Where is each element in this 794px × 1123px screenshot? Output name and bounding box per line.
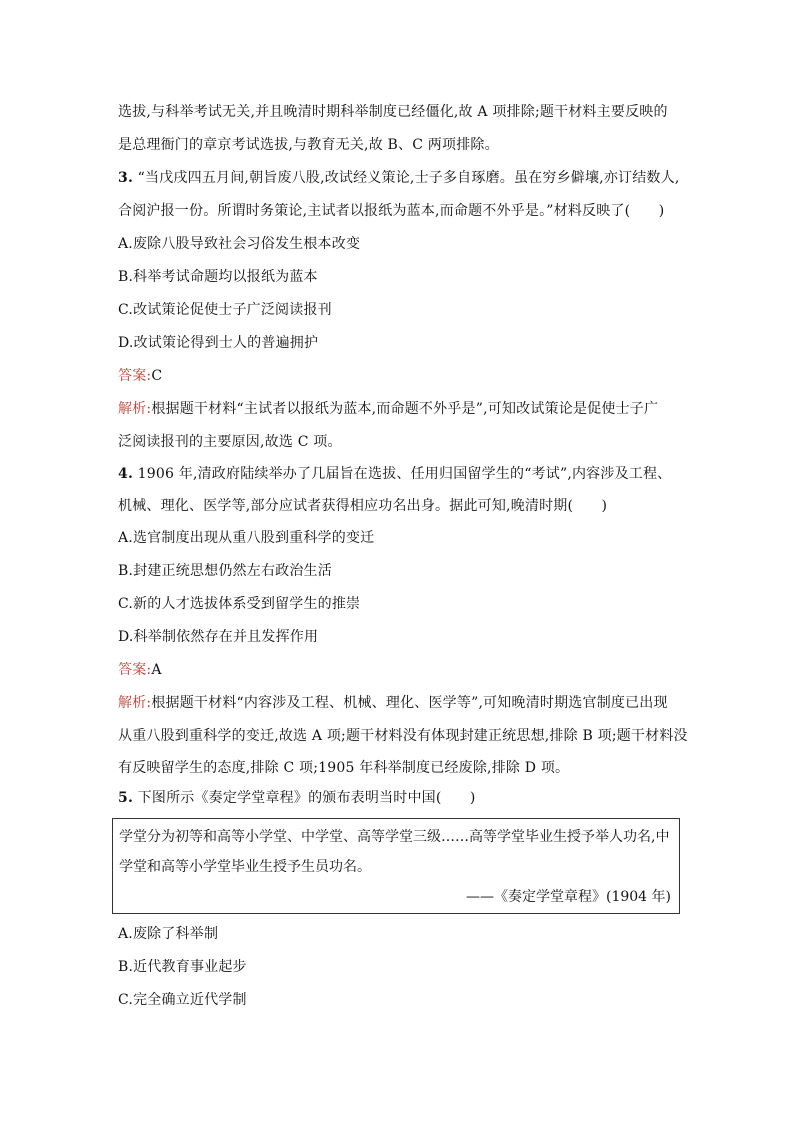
q4-option-b: B.封建正统思想仍然左右政治生活	[118, 563, 332, 579]
q4-answer	[118, 660, 688, 680]
q5-quote-box	[112, 818, 680, 914]
prev-analysis-line-1: 选拔,与科举考试无关,并且晚清时期科举制度已经僵化,故 A 项排除;题干材料主要反映的	[118, 104, 668, 120]
q5-quote-line-2: 学堂和高等小学堂毕业生授予生员功名。	[119, 859, 371, 875]
q3-analysis-label: 解析:	[118, 401, 152, 417]
q3-analysis-text-1: 根据题干材料“主试者以报纸为蓝本,而命题不外乎是”,可知改试策论是促使士子广	[151, 401, 659, 417]
q4-option-a: A.选官制度出现从重八股到重科学的变迁	[118, 530, 375, 546]
q3-answer	[118, 366, 688, 386]
q3-stem-line-1	[118, 168, 688, 188]
q3-option-a: A.废除八股导致社会习俗发生根本改变	[118, 236, 361, 252]
q3-option-c: C.改试策论促使士子广泛阅读报刊	[118, 302, 332, 318]
q4-analysis-line-1	[118, 693, 688, 713]
q4-analysis-line-3: 有反映留学生的态度,排除 C 项;1905 年科举制度已经废除,排除 D 项。	[118, 760, 570, 776]
q3-option-d: D.改试策论得到士人的普遍拥护	[118, 335, 319, 351]
prev-analysis-line-2: 是总理衙门的章京考试选拔,与教育无关,故 B、C 两项排除。	[118, 137, 499, 153]
q3-stem-line-2: 合阅沪报一份。所谓时务策论,主试者以报纸为蓝本,而命题不外乎是。”材料反映了( )	[118, 203, 665, 219]
q5-quote-line-1: 学堂分为初等和高等小学堂、中学堂、高等学堂三级……高等学堂毕业生授予举人功名,中	[119, 829, 670, 845]
q3-analysis-line-2: 泛阅读报刊的主要原因,故选 C 项。	[118, 434, 342, 450]
q3-analysis-line-1	[118, 399, 688, 419]
q5-option-c: C.完全确立近代学制	[118, 992, 247, 1008]
q4-stem-line-2: 机械、理化、医学等,部分应试者获得相应功名出身。据此可知,晚清时期( )	[118, 498, 608, 514]
q3-option-b: B.科举考试命题均以报纸为蓝本	[118, 269, 318, 285]
q5-option-a: A.废除了科举制	[118, 926, 219, 942]
q4-analysis-text-1: 根据题干材料“内容涉及工程、机械、理化、医学等”,可知晚清时期选官制度已出现	[151, 695, 668, 711]
q4-option-c: C.新的人才选拔体系受到留学生的推崇	[118, 596, 361, 612]
q3-stem-text-1: “当戊戌四五月间,朝旨废八股,改试经义策论,士子多自琢磨。虽在穷乡僻壤,亦订结数人,	[137, 170, 680, 186]
q5-stem-text-1: 下图所示《奏定学堂章程》的颁布表明当时中国( )	[137, 790, 476, 806]
q4-stem-text-1: 1906 年,清政府陆续举办了几届旨在选拔、任用归国留学生的“考试”,内容涉及工程、	[137, 466, 672, 482]
q3-number: 3.	[118, 170, 134, 186]
q5-number: 5.	[118, 790, 134, 806]
q5-stem-line-1	[118, 788, 688, 808]
q4-option-d: D.科举制依然存在并且发挥作用	[118, 629, 319, 645]
q5-quote-source: ——《奏定学堂章程》(1904 年)	[465, 889, 671, 905]
q4-stem-line-1	[118, 464, 688, 484]
q4-answer-label: 答案:	[118, 662, 152, 678]
q5-option-b: B.近代教育事业起步	[118, 959, 247, 975]
q3-answer-value: C	[151, 368, 163, 384]
q3-answer-label: 答案:	[118, 368, 152, 384]
q4-analysis-line-2: 从重八股到重科学的变迁,故选 A 项;题干材料没有体现封建正统思想,排除 B 项;题干材料没	[118, 728, 688, 744]
q4-answer-value: A	[151, 662, 162, 678]
q4-number: 4.	[118, 466, 134, 482]
q4-analysis-label: 解析:	[118, 695, 152, 711]
